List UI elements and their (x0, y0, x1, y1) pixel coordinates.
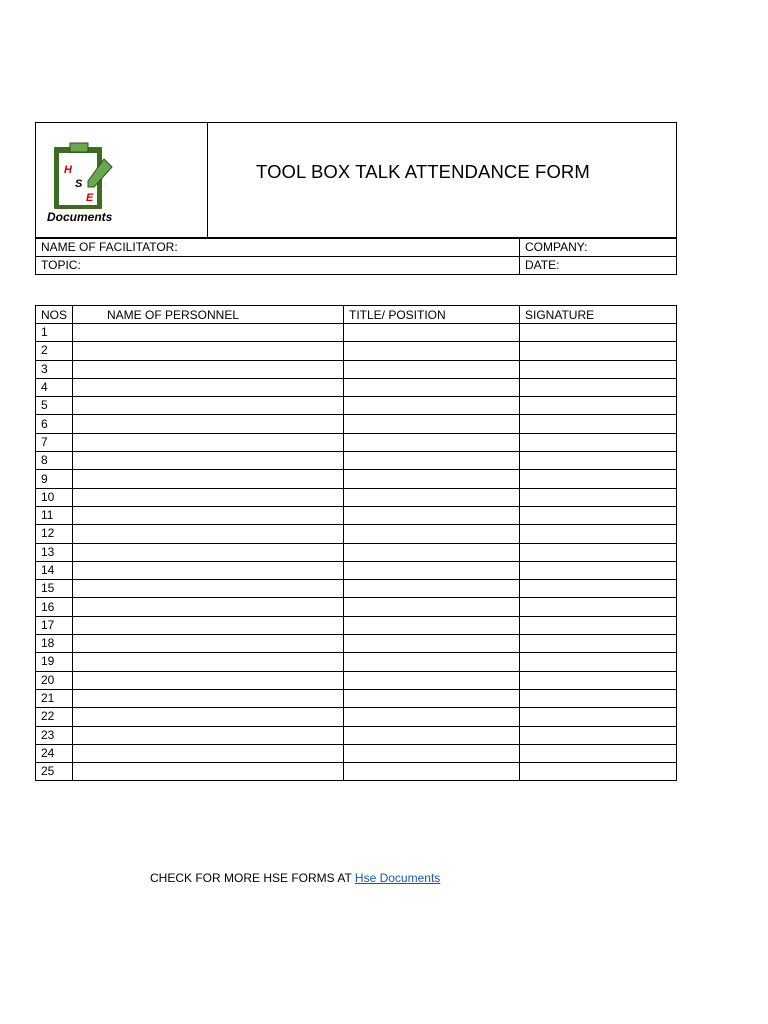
topic-field[interactable]: TOPIC: (36, 257, 520, 275)
logo-letter-s: S (75, 178, 83, 190)
row-number: 25 (36, 763, 73, 781)
row-number: 4 (36, 378, 73, 396)
row-number: 23 (36, 726, 73, 744)
personnel-name-cell[interactable] (73, 726, 344, 744)
row-number: 22 (36, 708, 73, 726)
table-row (36, 616, 677, 634)
title-position-cell[interactable] (344, 433, 520, 451)
row-number: 15 (36, 580, 73, 598)
table-row (36, 506, 677, 524)
table-row (36, 580, 677, 598)
table-row (36, 360, 677, 378)
table-row (36, 342, 677, 360)
personnel-name-cell[interactable] (73, 561, 344, 579)
row-number: 6 (36, 415, 73, 433)
row-number: 19 (36, 653, 73, 671)
title-position-cell[interactable] (344, 378, 520, 396)
title-position-cell[interactable] (344, 689, 520, 707)
title-position-cell[interactable] (344, 415, 520, 433)
info-row-facilitator (36, 239, 677, 257)
row-number: 18 (36, 635, 73, 653)
signature-cell[interactable] (520, 561, 677, 579)
personnel-name-cell[interactable] (73, 452, 344, 470)
title-position-cell[interactable] (344, 360, 520, 378)
attendance-body (36, 324, 677, 781)
table-row (36, 689, 677, 707)
personnel-name-cell[interactable] (73, 488, 344, 506)
signature-cell[interactable] (520, 360, 677, 378)
logo-cell (36, 123, 208, 237)
header-title: TITLE/ POSITION (344, 306, 520, 324)
table-row (36, 653, 677, 671)
personnel-name-cell[interactable] (73, 580, 344, 598)
table-row (36, 525, 677, 543)
form-header (35, 122, 677, 238)
title-position-cell[interactable] (344, 598, 520, 616)
row-number: 13 (36, 543, 73, 561)
signature-cell[interactable] (520, 616, 677, 634)
row-number: 16 (36, 598, 73, 616)
table-row (36, 561, 677, 579)
row-number: 1 (36, 324, 73, 342)
signature-cell[interactable] (520, 470, 677, 488)
title-position-cell[interactable] (344, 543, 520, 561)
table-row (36, 415, 677, 433)
personnel-name-cell[interactable] (73, 689, 344, 707)
personnel-name-cell[interactable] (73, 598, 344, 616)
row-number: 7 (36, 433, 73, 451)
title-position-cell[interactable] (344, 525, 520, 543)
row-number: 17 (36, 616, 73, 634)
hse-documents-logo (44, 141, 120, 227)
personnel-name-cell[interactable] (73, 543, 344, 561)
header-name: NAME OF PERSONNEL (73, 306, 344, 324)
signature-cell[interactable] (520, 415, 677, 433)
attendance-header-row (36, 306, 677, 324)
row-number: 3 (36, 360, 73, 378)
personnel-name-cell[interactable] (73, 653, 344, 671)
table-row (36, 744, 677, 762)
table-row (36, 433, 677, 451)
table-row (36, 671, 677, 689)
facilitator-field[interactable]: NAME OF FACILITATOR: (36, 239, 520, 257)
info-row-topic (36, 257, 677, 275)
signature-cell[interactable] (520, 543, 677, 561)
table-row (36, 378, 677, 396)
table-row (36, 543, 677, 561)
title-position-cell[interactable] (344, 708, 520, 726)
title-position-cell[interactable] (344, 488, 520, 506)
title-position-cell[interactable] (344, 744, 520, 762)
personnel-name-cell[interactable] (73, 342, 344, 360)
row-number: 9 (36, 470, 73, 488)
logo-letter-e: E (86, 192, 94, 204)
row-number: 14 (36, 561, 73, 579)
signature-cell[interactable] (520, 763, 677, 781)
title-position-cell[interactable] (344, 342, 520, 360)
title-position-cell[interactable] (344, 470, 520, 488)
personnel-name-cell[interactable] (73, 616, 344, 634)
logo-letter-h: H (64, 164, 72, 176)
title-position-cell[interactable] (344, 506, 520, 524)
row-number: 5 (36, 397, 73, 415)
signature-cell[interactable] (520, 397, 677, 415)
signature-cell[interactable] (520, 653, 677, 671)
table-row (36, 598, 677, 616)
row-number: 8 (36, 452, 73, 470)
signature-cell[interactable] (520, 488, 677, 506)
row-number: 11 (36, 506, 73, 524)
title-position-cell[interactable] (344, 561, 520, 579)
signature-cell[interactable] (520, 506, 677, 524)
personnel-name-cell[interactable] (73, 433, 344, 451)
hse-documents-link[interactable]: Hse Documents (354, 871, 441, 885)
personnel-name-cell[interactable] (73, 397, 344, 415)
row-number: 2 (36, 342, 73, 360)
row-number: 21 (36, 689, 73, 707)
row-number: 10 (36, 488, 73, 506)
personnel-name-cell[interactable] (73, 470, 344, 488)
table-row (36, 324, 677, 342)
personnel-name-cell[interactable] (73, 360, 344, 378)
signature-cell[interactable] (520, 342, 677, 360)
table-row (36, 726, 677, 744)
table-row (36, 488, 677, 506)
title-position-cell[interactable] (344, 397, 520, 415)
title-position-cell[interactable] (344, 671, 520, 689)
signature-cell[interactable] (520, 598, 677, 616)
header-signature: SIGNATURE (520, 306, 677, 324)
company-field[interactable]: COMPANY: (520, 239, 677, 257)
signature-cell[interactable] (520, 433, 677, 451)
title-position-cell[interactable] (344, 763, 520, 781)
signature-cell[interactable] (520, 708, 677, 726)
personnel-name-cell[interactable] (73, 635, 344, 653)
signature-cell[interactable] (520, 378, 677, 396)
table-row (36, 470, 677, 488)
table-row (36, 452, 677, 470)
logo-text: Documents (47, 210, 113, 224)
personnel-name-cell[interactable] (73, 506, 344, 524)
personnel-name-cell[interactable] (73, 763, 344, 781)
table-row (36, 708, 677, 726)
personnel-name-cell[interactable] (73, 525, 344, 543)
date-field[interactable]: DATE: (520, 257, 677, 275)
table-row (36, 397, 677, 415)
attendance-table (35, 305, 677, 781)
signature-cell[interactable] (520, 580, 677, 598)
personnel-name-cell[interactable] (73, 708, 344, 726)
table-row (36, 763, 677, 781)
signature-cell[interactable] (520, 744, 677, 762)
title-position-cell[interactable] (344, 580, 520, 598)
title-position-cell[interactable] (344, 635, 520, 653)
personnel-name-cell[interactable] (73, 324, 344, 342)
info-table (35, 238, 677, 275)
signature-cell[interactable] (520, 525, 677, 543)
title-position-cell[interactable] (344, 726, 520, 744)
footer-text: CHECK FOR MORE HSE FORMS AT (150, 871, 355, 885)
row-number: 12 (36, 525, 73, 543)
row-number: 24 (36, 744, 73, 762)
signature-cell[interactable] (520, 635, 677, 653)
title-position-cell[interactable] (344, 324, 520, 342)
personnel-name-cell[interactable] (73, 671, 344, 689)
row-number: 20 (36, 671, 73, 689)
personnel-name-cell[interactable] (73, 744, 344, 762)
form-title: TOOL BOX TALK ATTENDANCE FORM (256, 161, 590, 182)
title-position-cell[interactable] (344, 616, 520, 634)
signature-cell[interactable] (520, 689, 677, 707)
footer-note (150, 871, 440, 885)
signature-cell[interactable] (520, 452, 677, 470)
table-row (36, 635, 677, 653)
signature-cell[interactable] (520, 324, 677, 342)
signature-cell[interactable] (520, 671, 677, 689)
signature-cell[interactable] (520, 726, 677, 744)
personnel-name-cell[interactable] (73, 378, 344, 396)
personnel-name-cell[interactable] (73, 415, 344, 433)
header-nos: NOS (36, 306, 73, 324)
title-position-cell[interactable] (344, 452, 520, 470)
title-position-cell[interactable] (344, 653, 520, 671)
